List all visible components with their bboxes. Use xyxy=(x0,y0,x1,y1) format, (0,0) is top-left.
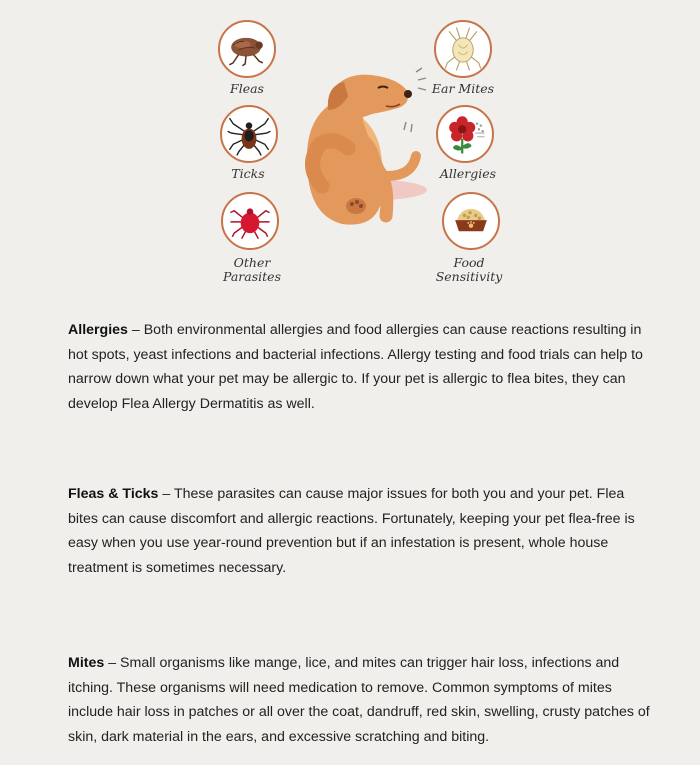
cause-label-allergies: Allergies xyxy=(439,166,497,181)
food-bowl-icon xyxy=(442,192,500,250)
section-term: Mites xyxy=(68,655,105,671)
section-fleas-ticks xyxy=(68,482,652,580)
section-mites xyxy=(68,651,652,749)
section-body: – These parasites can cause major issues for both you and your pet. Flea bites can cause discomfort and allergic reactions. Fortunately, keeping your pet flea-free is easy when you use year-round prevention but if an infestation is present, whole house treatment is sometimes necessary. xyxy=(68,486,635,576)
section-term: Allergies xyxy=(68,322,128,338)
section-body: – Both environmental allergies and food allergies can cause reactions resulting in hot spots, yeast infections and bacterial infections. Allergy testing and food trials can help to narrow down what your pet may be allergic to. If your pet is allergic to flea bites, they can develop Flea Allergy Dermatitis as well. xyxy=(68,322,643,412)
cause-label-food-sensitivity: Food Sensitivity xyxy=(435,255,503,284)
cause-label-other-parasites: Other Parasites xyxy=(223,255,281,284)
section-allergies xyxy=(68,318,652,416)
itchy-pet-causes-infographic xyxy=(0,0,700,300)
mite-icon xyxy=(221,192,279,250)
flea-icon xyxy=(218,20,276,78)
tick-icon xyxy=(220,105,278,163)
cause-label-ear-mites: Ear Mites xyxy=(431,81,495,96)
ear-mite-icon xyxy=(434,20,492,78)
section-term: Fleas & Ticks xyxy=(68,486,159,502)
flower-icon xyxy=(436,105,494,163)
section-body: – Small organisms like mange, lice, and mites can trigger hair loss, infections and itching. These organisms will need medication to remove. Common symptoms of mites include hair loss in patches or all over the coat, dandruff, red skin, swelling, crusty patches of skin, dark material in the ears, and excessive scratching and biting. xyxy=(68,655,650,745)
cause-label-ticks: Ticks xyxy=(231,166,265,181)
cause-label-fleas: Fleas xyxy=(230,81,264,96)
